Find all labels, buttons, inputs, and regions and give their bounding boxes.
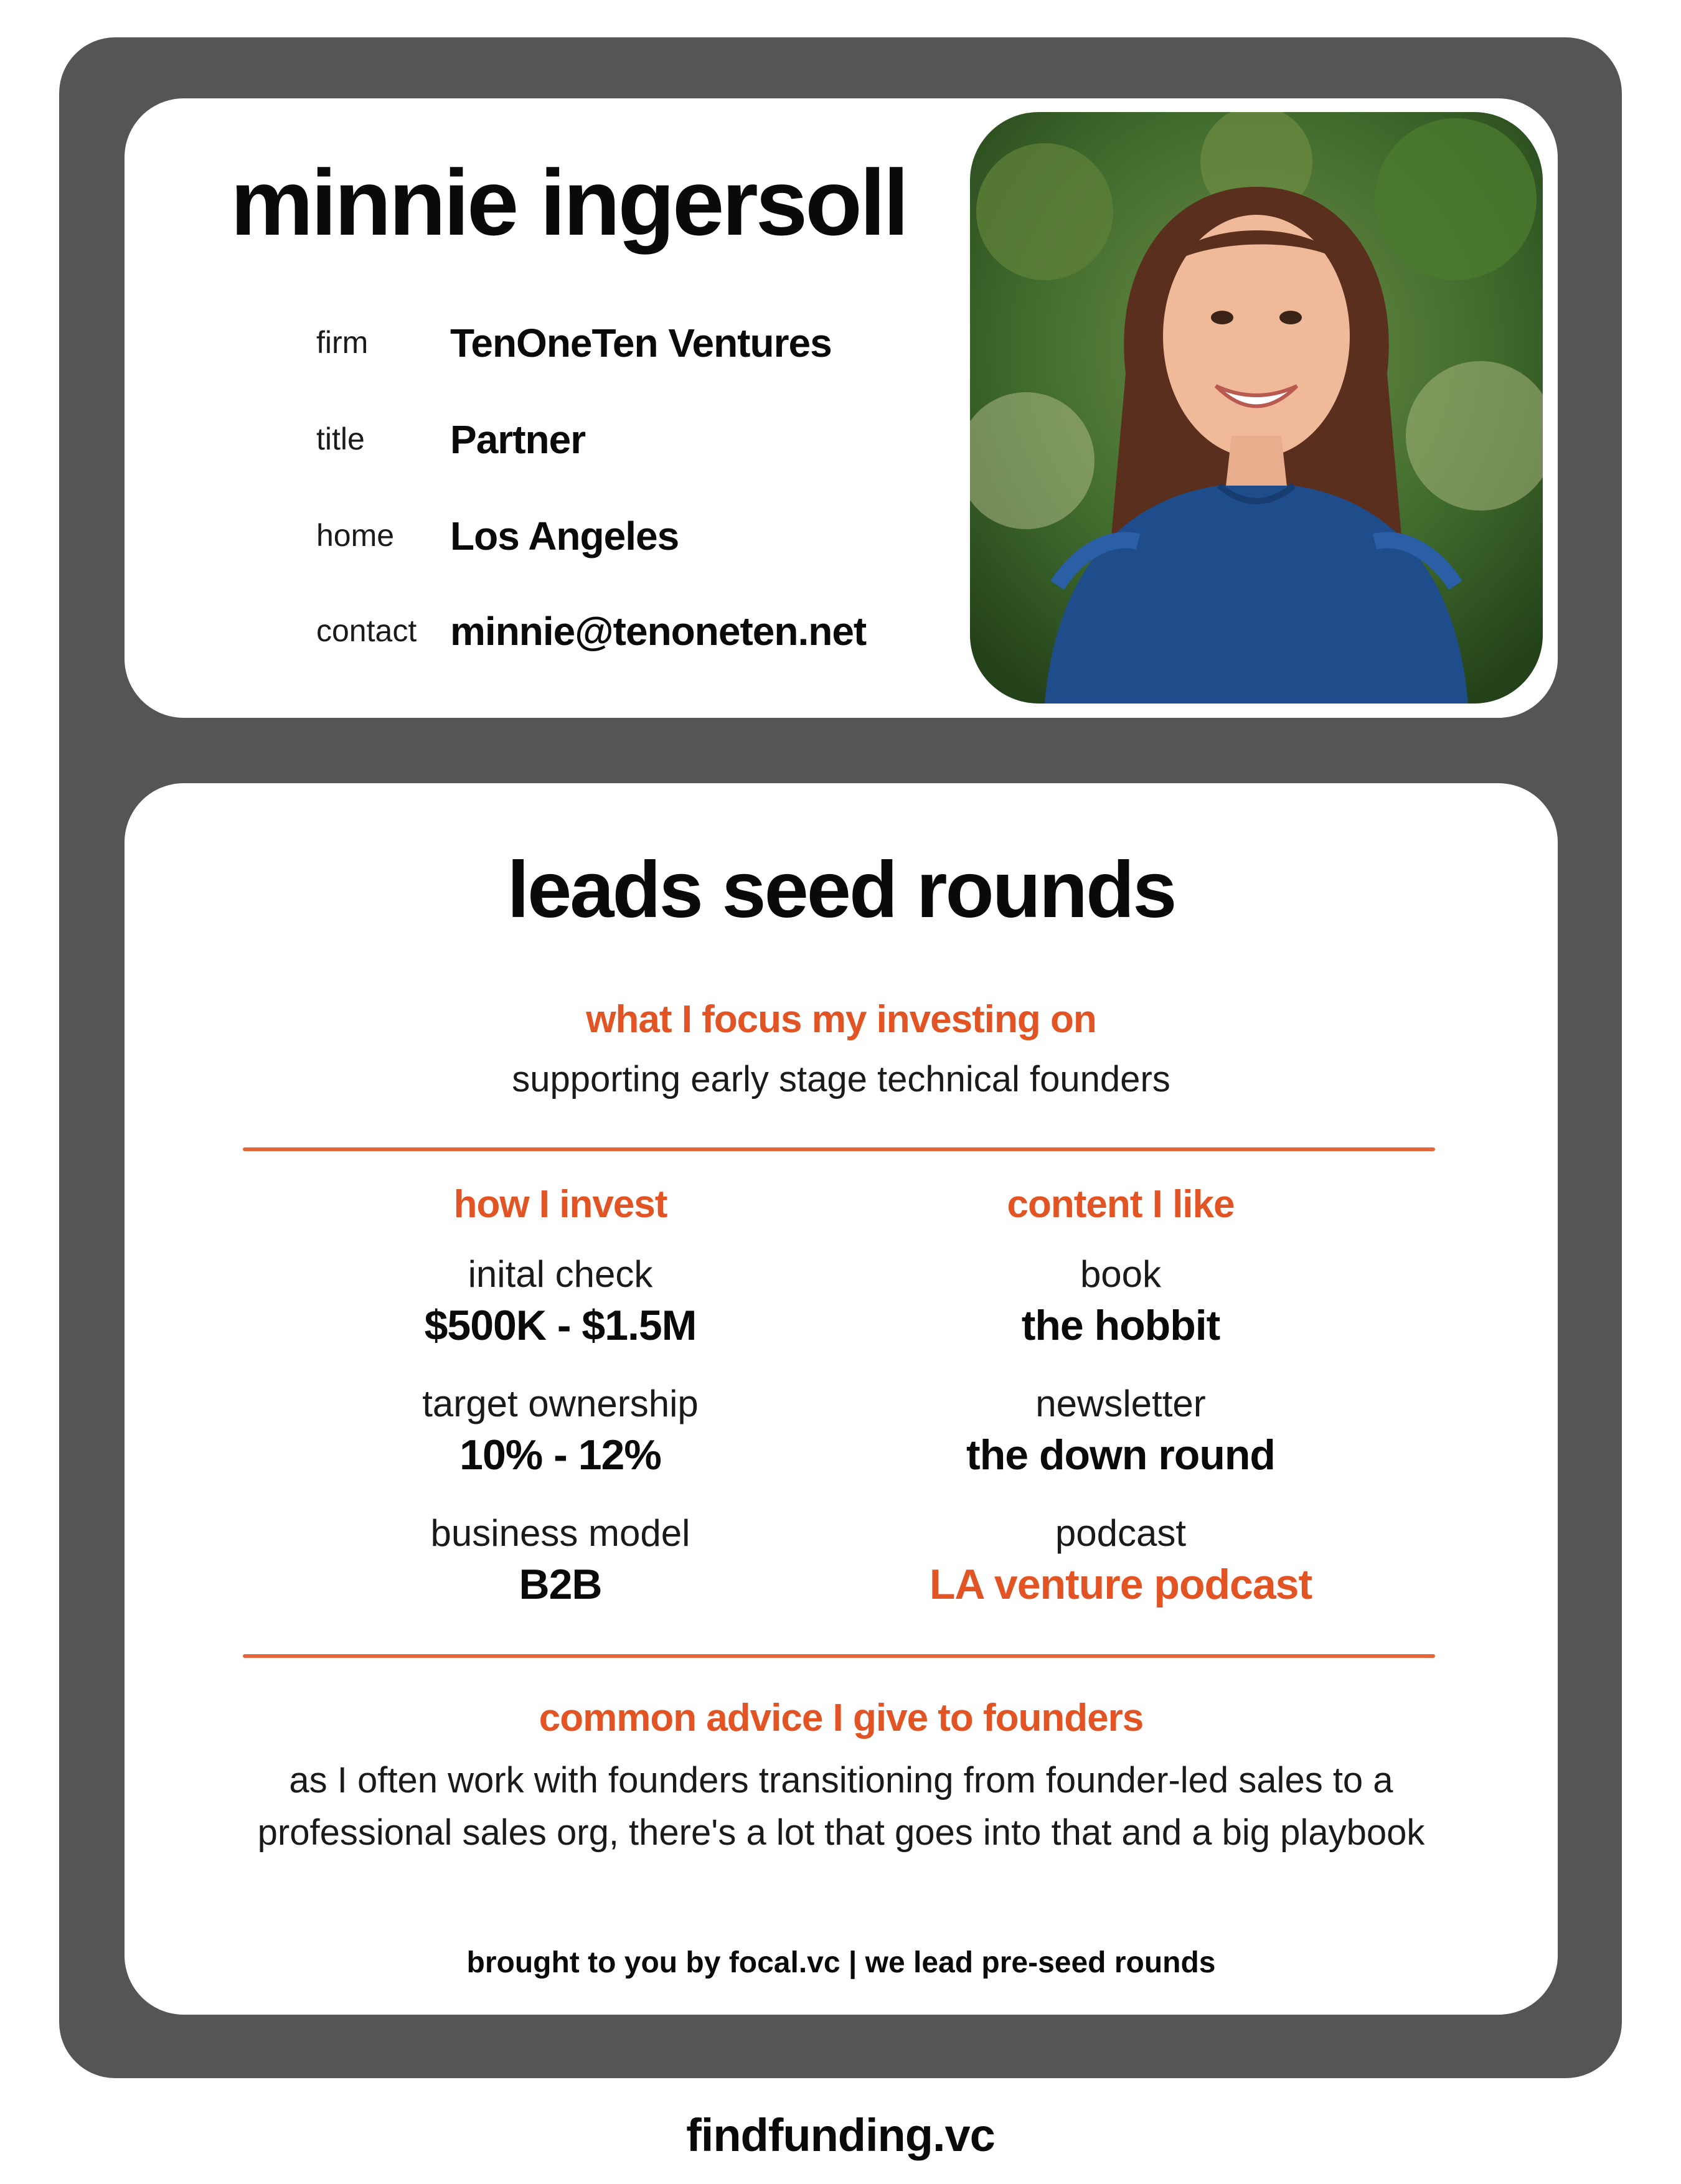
ownership-label: target ownership [422, 1383, 699, 1424]
home-label: home [316, 518, 395, 553]
footer-note: brought to you by focal.vc | we lead pre-seed rounds [466, 1946, 1216, 1979]
business-model-value: B2B [519, 1561, 602, 1608]
content-title: content I like [1007, 1183, 1235, 1226]
contact-email[interactable]: minnie@tenoneten.net [450, 609, 867, 654]
focus-title: what I focus my investing on [586, 998, 1096, 1041]
business-model-label: business model [430, 1512, 690, 1554]
site-link[interactable]: findfunding.vc [686, 2109, 995, 2161]
headline: leads seed rounds [507, 845, 1175, 934]
newsletter-value: the down round [966, 1431, 1275, 1479]
investor-name: minnie ingersoll [230, 150, 907, 255]
how-invest-section [249, 1180, 872, 1616]
focus-text: supporting early stage technical founders [512, 1059, 1170, 1099]
advice-line-2: professional sales org, there's a lot that goes into that and a big playbook [257, 1812, 1425, 1853]
check-label: inital check [468, 1253, 653, 1295]
profile-photo [970, 112, 1543, 704]
divider [243, 1147, 1435, 1151]
newsletter-label: newsletter [1035, 1383, 1206, 1424]
ownership-value: 10% - 12% [459, 1431, 661, 1479]
advice-title: common advice I give to founders [539, 1697, 1144, 1739]
check-value: $500K - $1.5M [424, 1302, 697, 1349]
home-value: Los Angeles [450, 514, 679, 558]
how-invest-title: how I invest [453, 1183, 667, 1226]
portrait-illustration [970, 112, 1543, 704]
podcast-link[interactable]: LA venture podcast [929, 1561, 1312, 1608]
contact-label: contact [316, 613, 417, 648]
book-value: the hobbit [1021, 1302, 1220, 1349]
advice-line-1: as I often work with founders transitioning from founder-led sales to a [289, 1760, 1393, 1800]
title-value: Partner [450, 417, 586, 462]
firm-value: TenOneTen Ventures [450, 321, 832, 365]
firm-label: firm [316, 325, 369, 360]
divider [243, 1654, 1435, 1658]
book-label: book [1080, 1253, 1162, 1295]
podcast-label: podcast [1055, 1512, 1187, 1554]
title-label: title [316, 421, 365, 456]
content-section [809, 1180, 1432, 1616]
